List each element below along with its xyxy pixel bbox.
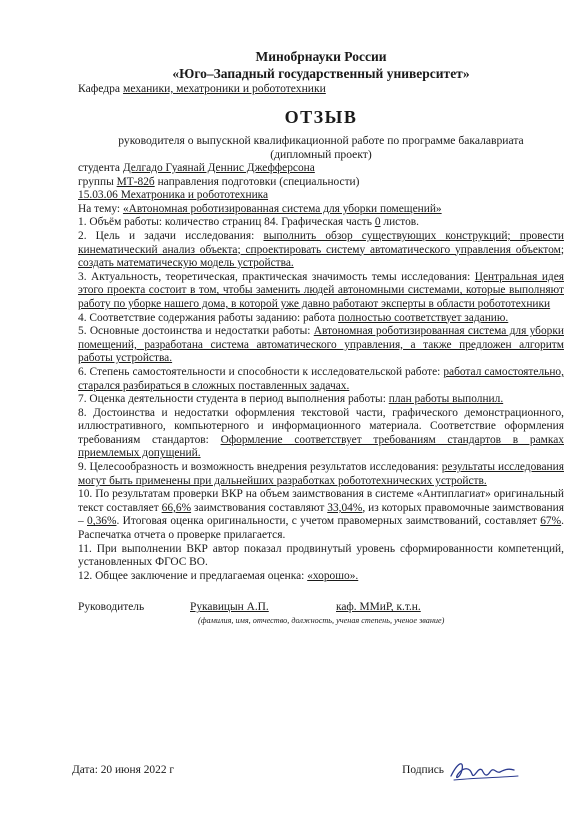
supervisor-signature-row bbox=[78, 601, 564, 615]
item-8-value: Оформление соответствует требованиям стандартов в рамках приемлемых допущений. bbox=[78, 433, 564, 460]
borrowing-percent: 33,04% bbox=[327, 501, 363, 514]
item-10-text-a: 10. По результатам проверки ВКР на объем заимствования в системе «Антиплагиат» оригинальный текст составляет bbox=[78, 488, 564, 514]
ministry-heading: Минобрнауки России bbox=[255, 49, 387, 64]
direction-label: направления подготовки (специальности) bbox=[157, 175, 360, 188]
item-6-label: 6. Степень самостоятельности и способности к исследовательской работе: bbox=[78, 365, 441, 378]
handwritten-signature-icon bbox=[448, 756, 520, 786]
item-4-value: полностью соответствует заданию. bbox=[338, 311, 509, 324]
item-7 bbox=[78, 393, 564, 407]
item-6 bbox=[78, 366, 564, 393]
group-prefix: группы bbox=[78, 175, 114, 188]
item-4-label: 4. Соответствие содержания работы заданию: работа bbox=[78, 311, 336, 324]
signature-label: Подпись bbox=[402, 764, 444, 777]
specialty-line bbox=[78, 189, 564, 203]
item-1-suffix: листов. bbox=[383, 216, 419, 229]
item-10 bbox=[78, 488, 564, 542]
student-prefix: студента bbox=[78, 162, 120, 174]
supervisor-name: Рукавицын А.П. bbox=[190, 601, 269, 614]
review-date: Дата: 20 июня 2022 г bbox=[72, 764, 175, 777]
item-9 bbox=[78, 461, 564, 488]
specialty-value: 15.03.06 Мехатроника и робототехника bbox=[78, 189, 269, 202]
date-signature-row bbox=[72, 756, 540, 786]
graphic-sheets-count: 0 bbox=[374, 216, 381, 229]
document-title: ОТЗЫВ bbox=[284, 107, 358, 127]
item-12 bbox=[78, 570, 564, 584]
final-grade: «хорошо». bbox=[307, 569, 359, 582]
item-5-label: 5. Основные достоинства и недостатки работы: bbox=[78, 325, 311, 338]
department-prefix: Кафедра bbox=[78, 82, 121, 95]
topic-line bbox=[78, 203, 564, 217]
item-3 bbox=[78, 271, 564, 312]
supervisor-role: Руководитель bbox=[78, 601, 145, 614]
item-9-label: 9. Целесообразность и возможность внедрения результатов исследования: bbox=[78, 461, 439, 474]
student-line bbox=[78, 162, 564, 176]
subtitle-line-2: (дипломный проект) bbox=[270, 148, 372, 161]
group-line bbox=[78, 176, 564, 190]
subtitle-line-1: руководителя о выпускной квалификационной работе по программе бакалавриата bbox=[118, 134, 524, 147]
item-12-label: 12. Общее заключение и предлагаемая оценка: bbox=[78, 569, 305, 582]
student-name: Делгадо Гуаянай Деннис Джефферсона bbox=[122, 162, 315, 174]
signature-caption: (фамилия, имя, отчество, должность, ученая степень, ученое звание) bbox=[198, 616, 445, 625]
university-heading: «Юго–Западный государственный университет» bbox=[172, 66, 470, 81]
item-2-label: 2. Цель и задачи исследования: bbox=[78, 229, 255, 242]
originality-percent: 67% bbox=[540, 515, 562, 528]
original-text-percent: 66,6% bbox=[161, 501, 192, 514]
supervisor-position: каф. ММиР, к.т.н. bbox=[336, 601, 421, 614]
signature-block bbox=[402, 756, 520, 786]
item-10-text-g: . Итоговая оценка оригинальности, с учетом правомерных заимствований, составляет bbox=[116, 515, 537, 528]
item-4 bbox=[78, 312, 564, 326]
department-line bbox=[78, 82, 564, 96]
item-7-value: план работы выполнил. bbox=[388, 393, 504, 406]
item-11: 11. При выполнении ВКР автор показал продвинутый уровень сформированности компетенций, установленных ФГОС ВО. bbox=[78, 542, 564, 569]
item-10-text-i: . Распечатка отчета о проверке прилагается. bbox=[78, 515, 564, 542]
item-5 bbox=[78, 325, 564, 366]
item-1-text: 1. Объём работы: количество страниц 84. Графическая часть bbox=[78, 216, 372, 229]
legit-borrowing-percent: 0,36% bbox=[87, 515, 117, 528]
department-name: механики, мехатроники и робототехники bbox=[122, 82, 326, 95]
item-2 bbox=[78, 230, 564, 271]
item-2-value: выполнить обзор существующих конструкций; провести кинематический анализ объекта; спроектировать систему автоматического управления объектом; создать математическую модель устройства. bbox=[78, 229, 564, 270]
item-3-label: 3. Актуальность, теоретическая, практическая значимость темы исследования: bbox=[78, 270, 471, 283]
item-8-label: 8. Достоинства и недостатки оформления текстовой части, графического демонстрационного, иллюстративного, компьютерного и информационного материала. Соответствие оформления требованиям стандартов: bbox=[78, 406, 564, 446]
item-5-value: Автономная роботизированная система для уборки помещений, разработана система автоматического управления, а также предложен алгоритм работы устройства. bbox=[78, 325, 564, 365]
item-9-value: результаты исследования могут быть применены при дальнейших разработках робототехнических устройств. bbox=[78, 461, 564, 487]
item-8 bbox=[78, 407, 564, 461]
item-7-label: 7. Оценка деятельности студента в период выполнения работы: bbox=[78, 393, 386, 406]
item-10-text-e: , из которых правомочные заимствования – bbox=[78, 501, 564, 528]
item-3-value: Центральная идея этого проекта состоит в том, чтобы заменить людей автономными системами, которые выполняют работу по уборке нашего дома, в которой уже давно работают эксперты в области робототехники bbox=[78, 270, 564, 310]
item-1 bbox=[78, 216, 564, 230]
item-6-value: работал самостоятельно, старался разбираться в сложных поставленных задачах. bbox=[78, 365, 564, 392]
topic-label: На тему: bbox=[78, 202, 121, 215]
item-10-text-c: заимствования составляют bbox=[194, 501, 325, 514]
topic-value: «Автономная роботизированная система для уборки помещений» bbox=[122, 202, 442, 215]
group-value: МТ-82б bbox=[116, 175, 155, 188]
